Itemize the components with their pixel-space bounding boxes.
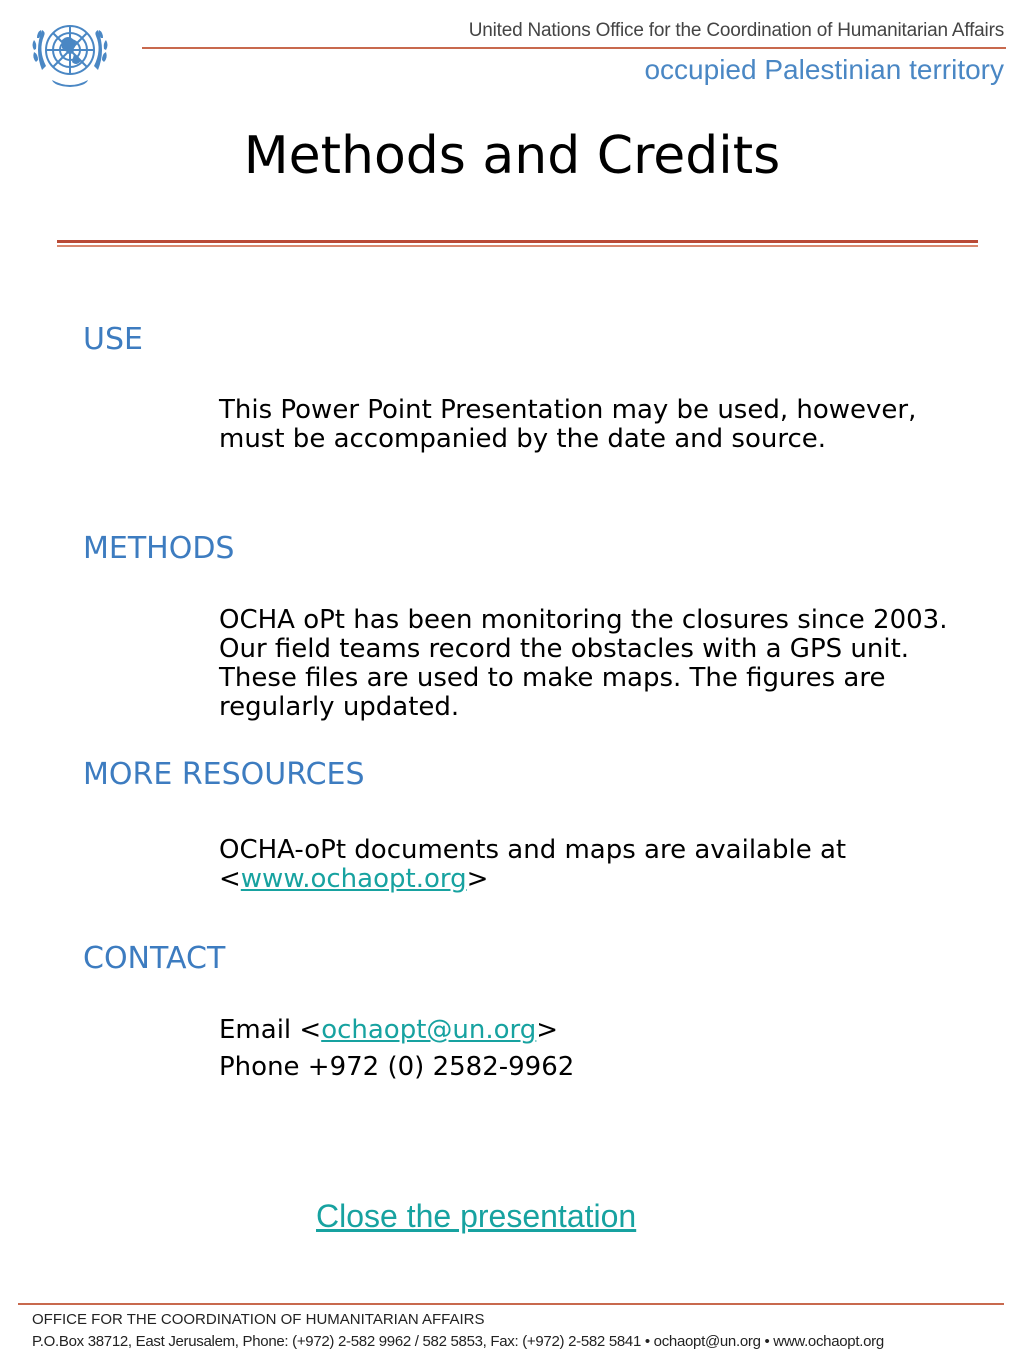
resources-body (219, 836, 949, 894)
email-prefix: Email < (219, 1015, 322, 1045)
resources-body-suffix: > (466, 864, 489, 894)
header-divider (142, 47, 1006, 49)
use-heading: USE (83, 322, 143, 357)
contact-phone: Phone +972 (0) 2582-9962 (219, 1052, 575, 1082)
methods-heading: METHODS (83, 531, 235, 566)
org-name: United Nations Office for the Coordination of Humanitarian Affairs (468, 20, 1004, 41)
ochaopt-website-link[interactable]: www.ochaopt.org (240, 864, 467, 894)
resources-heading: MORE RESOURCES (83, 757, 365, 792)
title-divider-top (57, 240, 978, 243)
un-emblem-logo (22, 10, 118, 94)
footer-address: P.O.Box 38712, East Jerusalem, Phone: (+972) 2-582 9962 / 582 5853, Fax: (+972) 2-582 5841 • ochaopt@un.org • www.ochaopt.org (32, 1333, 884, 1350)
resources-body-prefix: OCHA-oPt documents and maps are available at < (219, 835, 847, 894)
use-body: This Power Point Presentation may be used, however, must be accompanied by the date and source. (219, 395, 917, 454)
contact-heading: CONTACT (83, 941, 226, 976)
footer-org-name: OFFICE FOR THE COORDINATION OF HUMANITARIAN AFFAIRS (32, 1311, 485, 1328)
methods-body: OCHA oPt has been monitoring the closures since 2003. Our field teams record the obstacles with a GPS unit. These files are used to make maps. The figures are regularly updated. (219, 605, 948, 722)
email-link[interactable]: ochaopt@un.org (321, 1015, 537, 1045)
title-divider-bottom (57, 245, 978, 247)
email-suffix: > (536, 1015, 559, 1045)
region-name: occupied Palestinian territory (644, 54, 1004, 85)
contact-email-line (219, 1016, 949, 1045)
page-title: Methods and Credits (243, 126, 781, 186)
footer-divider (18, 1303, 1004, 1305)
close-presentation-link[interactable]: Close the presentation (316, 1198, 637, 1234)
